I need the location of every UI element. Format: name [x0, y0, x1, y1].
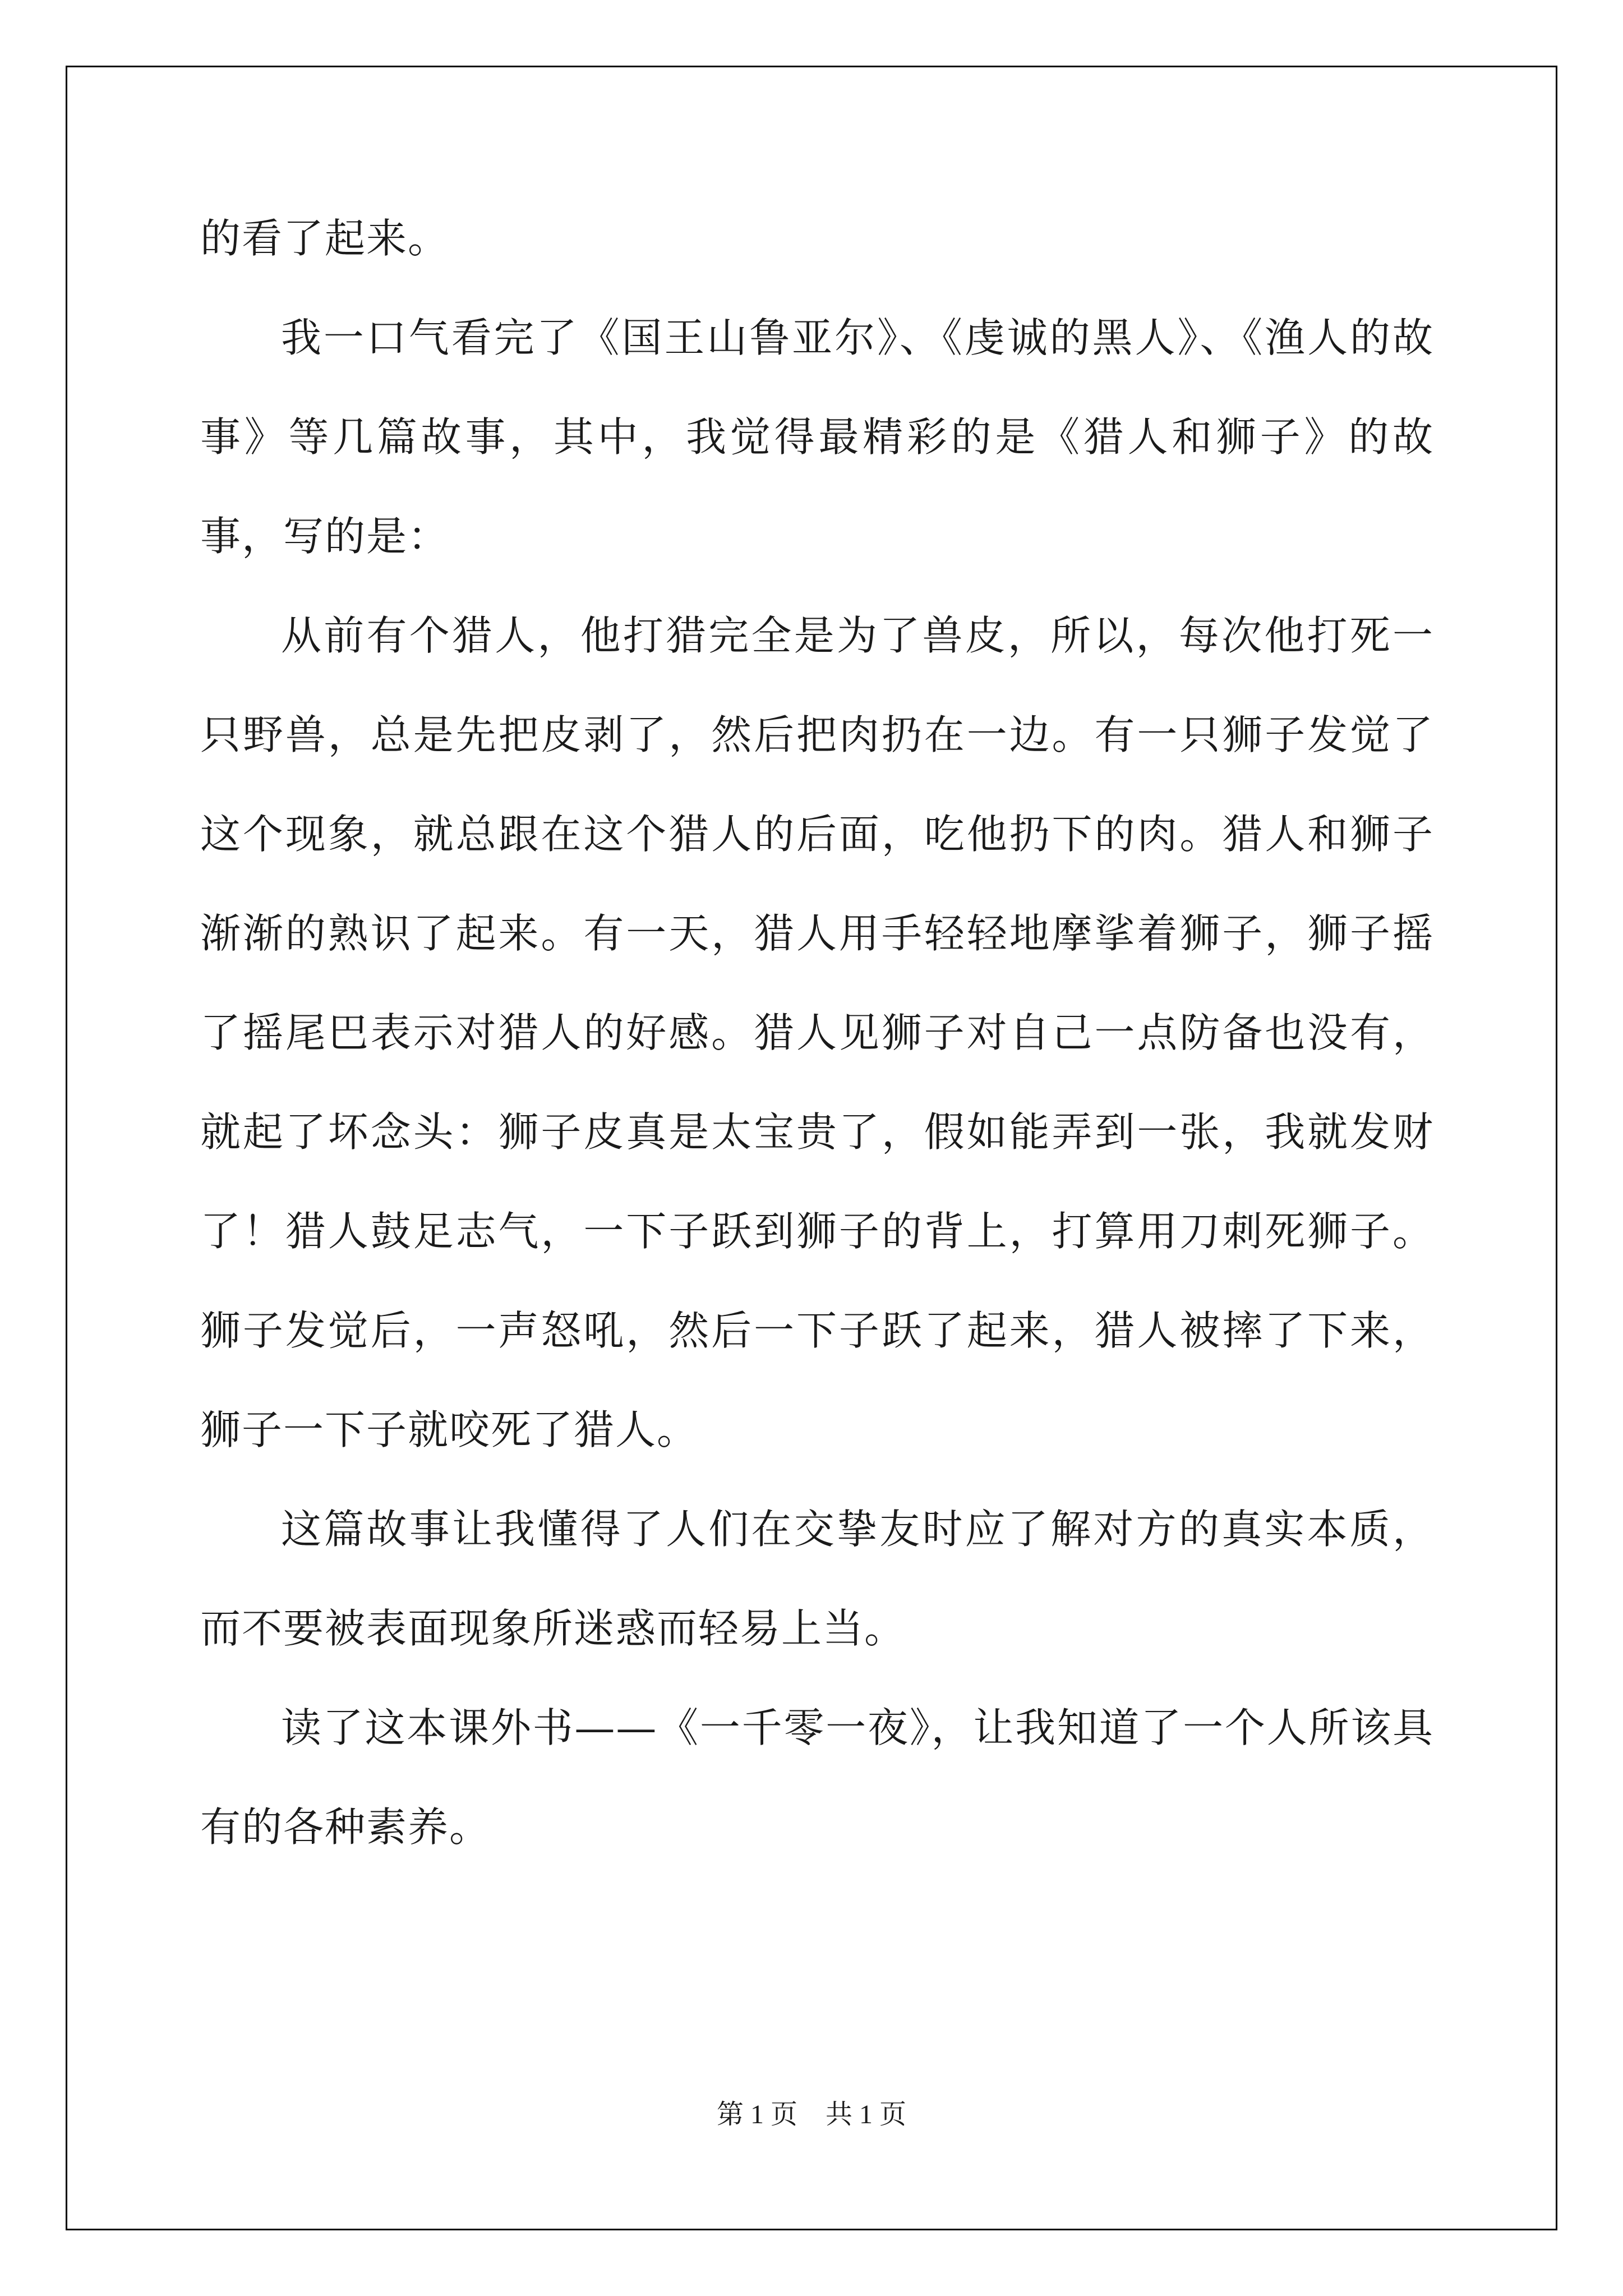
paragraph-4: 这篇故事让我懂得了人们在交挚友时应了解对方的真实本质，而不要被表面现象所迷惑而轻易上当。 [200, 1506, 1434, 1652]
paragraph-5: 读了这本课外书——《一千零一夜》，让我知道了一个人所该具有的各种素养。 [200, 1704, 1434, 1851]
document-body [200, 189, 1434, 1877]
paragraph-1: 的看了起来。 [200, 215, 450, 262]
page-number: 第 1 页 [716, 2100, 797, 2129]
paragraph-2: 我一口气看完了《国王山鲁亚尔》、《虔诚的黑人》、《渔人的故事》等几篇故事，其中，我觉得最精彩的是《猎人和狮子》的故事，写的是： [200, 314, 1434, 560]
page-total: 共 1 页 [826, 2100, 907, 2129]
paragraph-3: 从前有个猎人，他打猎完全是为了兽皮，所以，每次他打死一只野兽，总是先把皮剥了，然后把肉扔在一边。有一只狮子发觉了这个现象，就总跟在这个猎人的后面，吃他扔下的肉。猎人和狮子渐渐的熟识了起来。有一天，猎人用手轻轻地摩挲着狮子，狮子摇了摇尾巴表示对猎人的好感。猎人见狮子对自己一点防备也没有，就起了坏念头：狮子皮真是太宝贵了，假如能弄到一张，我就发财了！猎人鼓足志气，一下子跃到狮子的背上，打算用刀刺死狮子。狮子发觉后，一声怒吼，然后一下子跃了起来，猎人被摔了下来，狮子一下子就咬死了猎人。 [200, 612, 1434, 1453]
page-footer [0, 2098, 1623, 2132]
